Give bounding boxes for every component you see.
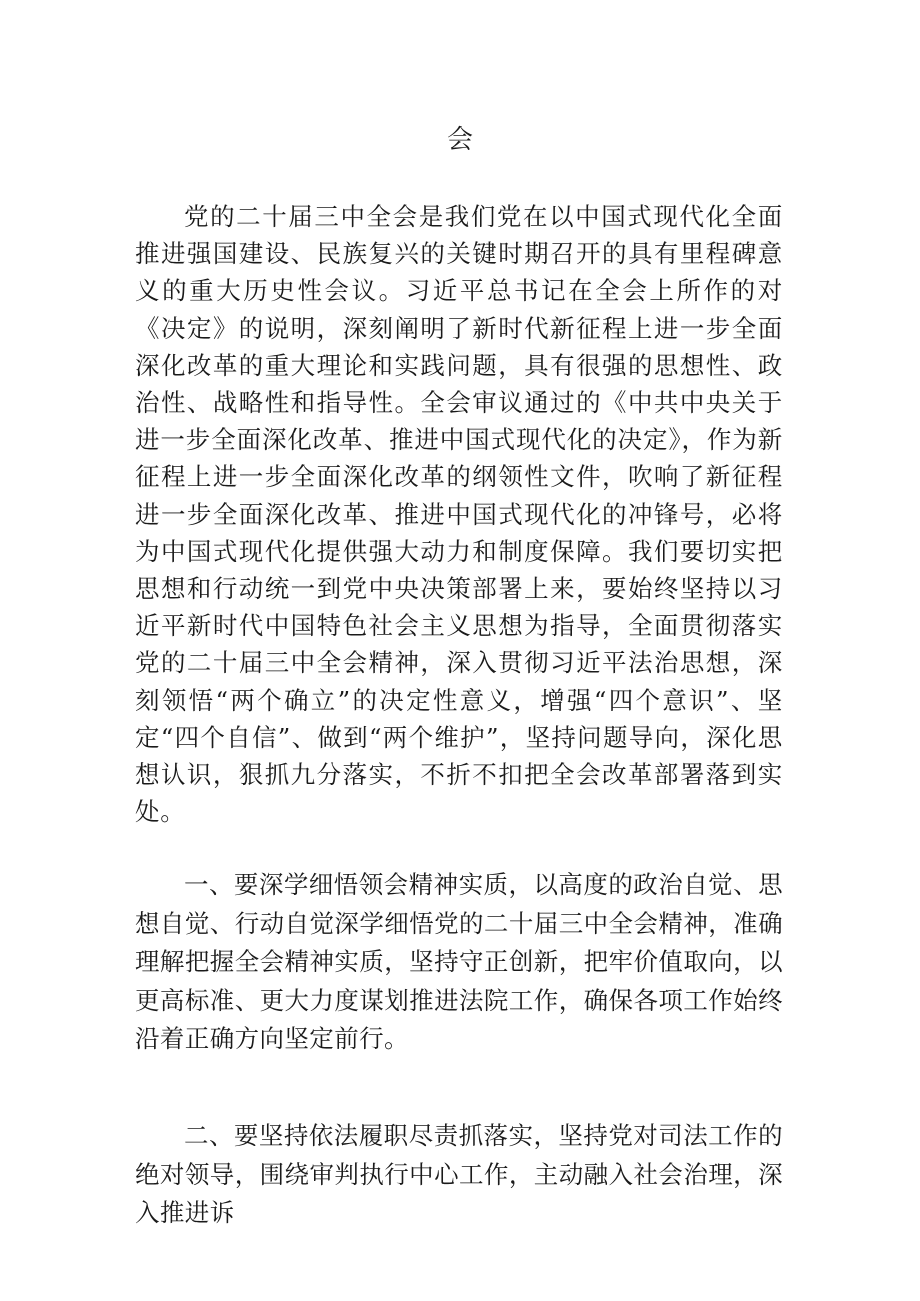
body-paragraph-point-one: 一、要深学细悟领会精神实质，以高度的政治自觉、思想自觉、行动自觉深学细悟党的二十届三中全会精神，准确理解把握全会精神实质，坚持守正创新，把牢价值取向，以更高标准、更大力度谋划推进法院工作，确保各项工作始终沿着正确方向坚定前行。	[135, 870, 783, 1053]
body-paragraph-intro: 党的二十届三中全会是我们党在以中国式现代化全面推进强国建设、民族复兴的关键时期召开的具有里程碑意义的重大历史性会议。习近平总书记在全会上所作的对《决定》的说明，深刻阐明了新时代新征程上进一步全面深化改革的重大理论和实践问题，具有很强的思想性、政治性、战略性和指导性。全会审议通过的《中共中央关于进一步全面深化改革、推进中国式现代化的决定》，作为新征程上进一步全面深化改革的纲领性文件，吹响了新征程进一步全面深化改革、推进中国式现代化的冲锋号，必将为中国式现代化提供强大动力和制度保障。我们要切实把思想和行动统一到党中央决策部署上来，要始终坚持以习近平新时代中国特色社会主义思想为指导，全面贯彻落实党的二十届三中全会精神，深入贯彻习近平法治思想，深刻领悟“两个确立”的决定性意义，增强“四个意识”、坚定“四个自信”、做到“两个维护”，坚持问题导向，深化思想认识，狠抓九分落实，不折不扣把全会改革部署落到实处。	[135, 202, 783, 827]
body-paragraph-point-two: 二、要坚持依法履职尽责抓落实，坚持党对司法工作的绝对领导，围绕审判执行中心工作，主动融入社会治理，深入推进诉	[135, 1121, 783, 1227]
page-heading: 会	[446, 125, 473, 155]
